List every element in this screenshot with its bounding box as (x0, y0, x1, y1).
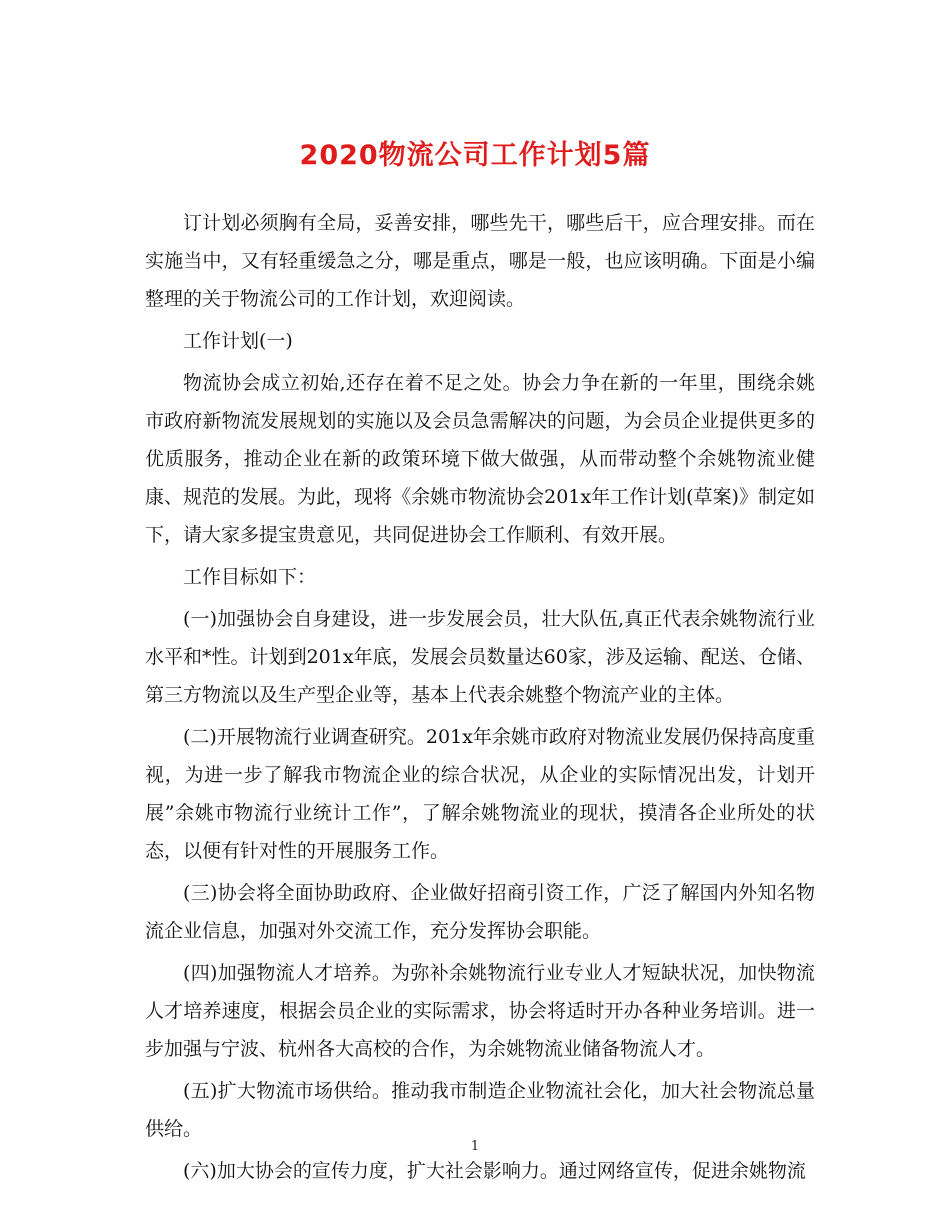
goal-1-paragraph: (一)加强协会自身建设，进一步发展会员，壮大队伍,真正代表余姚物流行业水平和*性。计划到201x年底，发展会员数量达60家，涉及运输、配送、仓储、第三方物流以及生产型企业等，基本上代表余姚整个物流产业的主体。 (145, 608, 815, 706)
goal-3-paragraph: (三)协会将全面协助政府、企业做好招商引资工作，广泛了解国内外知名物流企业信息，加强对外交流工作，充分发挥协会职能。 (145, 882, 815, 942)
plan-1-paragraph: 物流协会成立初始,还存在着不足之处。协会力争在新的一年里，围绕余姚市政府新物流发展规划的实施以及会员急需解决的问题，为会员企业提供更多的优质服务，推动企业在新的政策环境下做大做强，从而带动整个余姚物流业健康、规范的发展。为此，现将《余姚市物流协会201x年工作计划(草案)》制定如下，请大家多提宝贵意见，共同促进协会工作顺利、有效开展。 (145, 372, 815, 546)
goal-6-paragraph: (六)加大协会的宣传力度，扩大社会影响力。通过网络宣传，促进余姚物流 (183, 1160, 806, 1182)
goal-5-paragraph: (五)扩大物流市场供给。推动我市制造企业物流社会化，加大社会物流总量供给。 (145, 1080, 815, 1140)
document-title: 2020物流公司工作计划5篇 (299, 140, 651, 171)
section-heading-plan-1: 工作计划(一) (183, 330, 293, 352)
goal-2-paragraph: (二)开展物流行业调查研究。201x年余姚市政府对物流业发展仍保持高度重视，为进一步了解我市物流企业的综合状况，从企业的实际情况出发，计划开展”余姚市物流行业统计工作”，了解余姚物流业的现状，摸清各企业所处的状态，以便有针对性的开展服务工作。 (145, 726, 815, 862)
document-body (145, 204, 815, 1194)
goal-4-paragraph: (四)加强物流人才培养。为弥补余姚物流行业专业人才短缺状况，加快物流人才培养速度，根据会员企业的实际需求，协会将适时开办各种业务培训。进一步加强与宁波、杭州各大高校的合作，为余姚物流业储备物流人才。 (145, 962, 815, 1060)
goals-heading: 工作目标如下： (183, 566, 317, 588)
intro-paragraph: 订计划必须胸有全局，妥善安排，哪些先干，哪些后干，应合理安排。而在实施当中，又有轻重缓急之分，哪是重点，哪是一般，也应该明确。下面是小编整理的关于物流公司的工作计划，欢迎阅读。 (145, 212, 815, 310)
page-number: 1 (470, 1139, 480, 1154)
